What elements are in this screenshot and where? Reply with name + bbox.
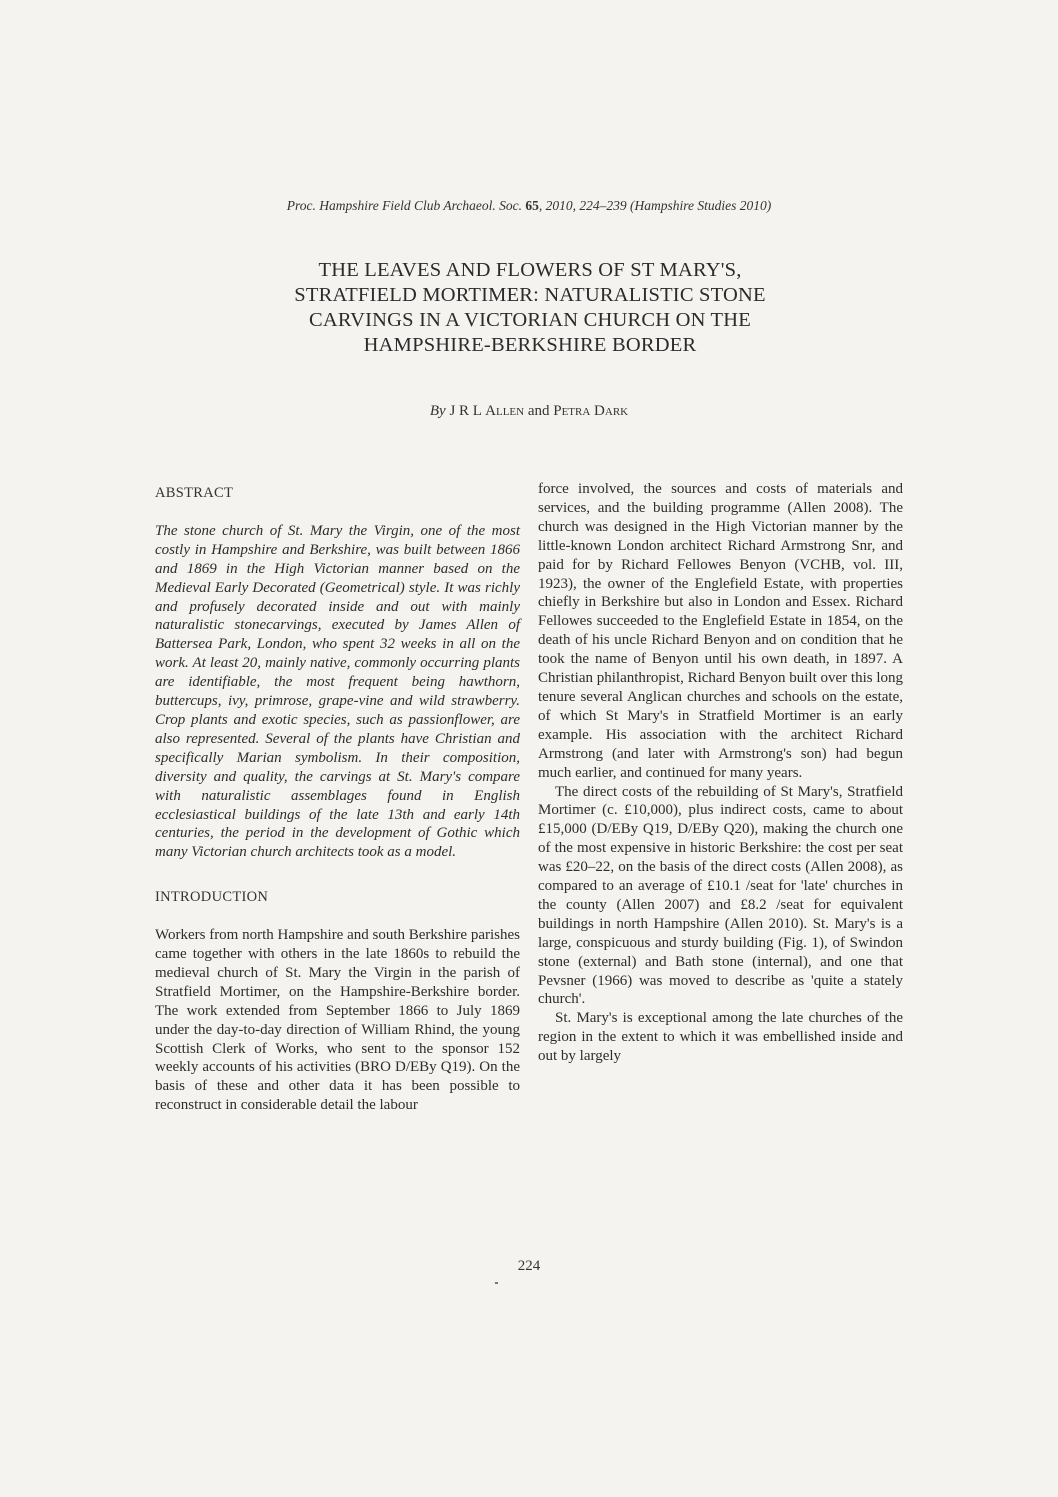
body-paragraph: The direct costs of the rebuilding of St Mary's, Stratfield Mortimer (c. £10,000), plus indirect costs, came to about £15,000 (D/EBy Q19, D/EBy Q20), making the church one of the most expensive in historic Berkshire: the cost per seat was £20–22, on the basis of the direct costs (Allen 2008), as compared to an average of £10.1 /seat for 'late' churches in the county (Allen 2007) and £8.2 /seat for equivalent buildings in north Hampshire (Allen 2010). St. Mary's is a large, conspicuous and sturdy building (Fig. 1), of Swindon stone (external) and Bath stone (internal), and one that Pevsner (1966) was moved to describe as 'quite a stately church'.	[538, 783, 903, 1008]
body-paragraph: St. Mary's is exceptional among the late churches of the region in the extent to which it was embellished inside and out by largely	[538, 1010, 903, 1065]
journal-volume: 65	[525, 198, 539, 213]
author-and: and	[524, 403, 554, 419]
scan-speck	[495, 1282, 498, 1284]
journal-citation-pre: Proc. Hampshire Field Club Archaeol. Soc.	[286, 198, 526, 213]
author-initials: J R L	[445, 403, 486, 419]
abstract-heading: ABSTRACT	[155, 485, 234, 501]
article-title	[180, 258, 880, 358]
author-name-allen: Allen	[485, 403, 525, 419]
page-number: 224	[517, 1258, 541, 1274]
author-line	[0, 403, 1058, 420]
author-by: By	[429, 403, 446, 419]
introduction-heading: INTRODUCTION	[155, 889, 269, 906]
abstract-text: The stone church of St. Mary the Virgin, one of the most costly in Hampshire and Berkshire, was built between 1866 and 1869 in the High Victorian manner based on the Medieval Early Decorated (Geometrical) style. It was richly and profusely decorated inside and out with mainly naturalistic stonecarvings, executed by James Allen of Battersea Park, London, who spent 32 weeks in all on the work. At least 20, mainly native, commonly occurring plants are identifiable, the most frequent being hawthorn, buttercups, ivy, primrose, grape-vine and wild strawberry. Crop plants and exotic species, such as passionflower, are also represented. Several of the plants have Christian and specifically Marian symbolism. In their composition, diversity and quality, the carvings at St. Mary's compare with naturalistic assemblages found in English ecclesiastical buildings of the late 13th and early 14th centuries, the period in the development of Gothic which many Victorian church architects took as a model.	[155, 522, 520, 861]
left-column	[155, 484, 520, 1115]
title-line: STRATFIELD MORTIMER: NATURALISTIC STONE	[294, 284, 766, 306]
introduction-paragraph: Workers from north Hampshire and south Berkshire parishes came together with others in the late 1860s to rebuild the medieval church of St. Mary the Virgin in the parish of Stratfield Mortimer, on the Hampshire-Berkshire border. The work extended from September 1866 to July 1869 under the day-to-day direction of William Rhind, the young Scottish Clerk of Works, who sent to the sponsor 152 weekly accounts of his activities (BRO D/EBy Q19). On the basis of these and other data it has been possible to reconstruct in considerable detail the labour	[155, 927, 520, 1114]
title-line: THE LEAVES AND FLOWERS OF ST MARY'S,	[318, 259, 742, 281]
journal-citation-post: , 2010, 224–239 (Hampshire Studies 2010)	[538, 198, 772, 213]
author-name-dark: Petra Dark	[553, 403, 629, 419]
title-line: CARVINGS IN A VICTORIAN CHURCH ON THE	[309, 309, 751, 331]
journal-citation	[0, 198, 1058, 214]
right-column	[538, 480, 903, 1066]
title-line: HAMPSHIRE-BERKSHIRE BORDER	[363, 334, 697, 356]
body-paragraph: force involved, the sources and costs of materials and services, and the building programme (Allen 2008). The church was designed in the High Victorian manner by the little-known London architect Richard Armstrong Snr, and paid for by Richard Fellowes Benyon (VCHB, vol. III, 1923), the owner of the Englefield Estate, with properties chiefly in Berkshire but also in London and Essex. Richard Fellowes succeeded to the Englefield Estate in 1854, on the death of his uncle Richard Benyon and on condition that he took the name of Benyon until his own death, in 1897. A Christian philanthropist, Richard Benyon built over this long tenure several Anglican churches and schools on the estate, of which St Mary's in Stratfield Mortimer is an early example. His association with the architect Richard Armstrong (and later with Armstrong's son) had begun much earlier, and continued for many years.	[538, 481, 903, 781]
